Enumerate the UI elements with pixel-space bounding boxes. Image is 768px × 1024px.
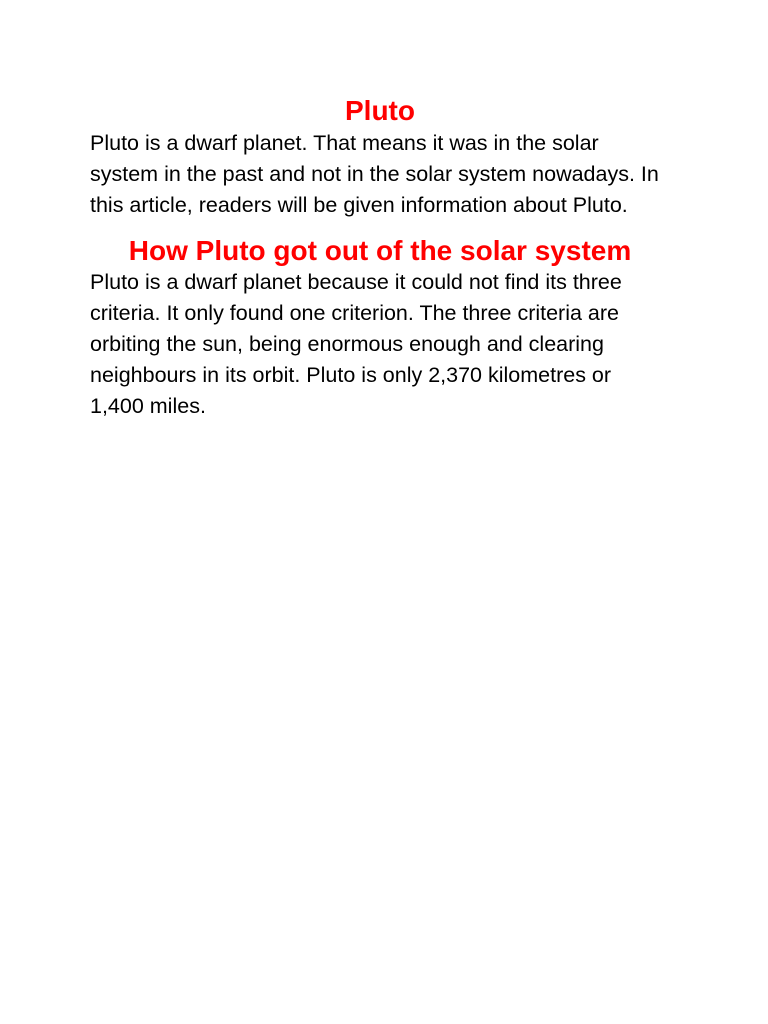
document-page — [90, 92, 670, 422]
page-title: Pluto — [345, 95, 415, 126]
section-heading: How Pluto got out of the solar system — [128, 235, 632, 266]
section-paragraph: Pluto is a dwarf planet because it could not find its three criteria. It only found one criterion. The three criteria are orbiting the sun, being enormous enough and clearing neighbours in its orbit. Pluto is only 2,370 kilometres or 1,400 miles. — [90, 270, 622, 418]
intro-paragraph: Pluto is a dwarf planet. That means it was in the solar system in the past and not in the solar system nowadays. In this article, readers will be given information about Pluto. — [90, 131, 659, 217]
